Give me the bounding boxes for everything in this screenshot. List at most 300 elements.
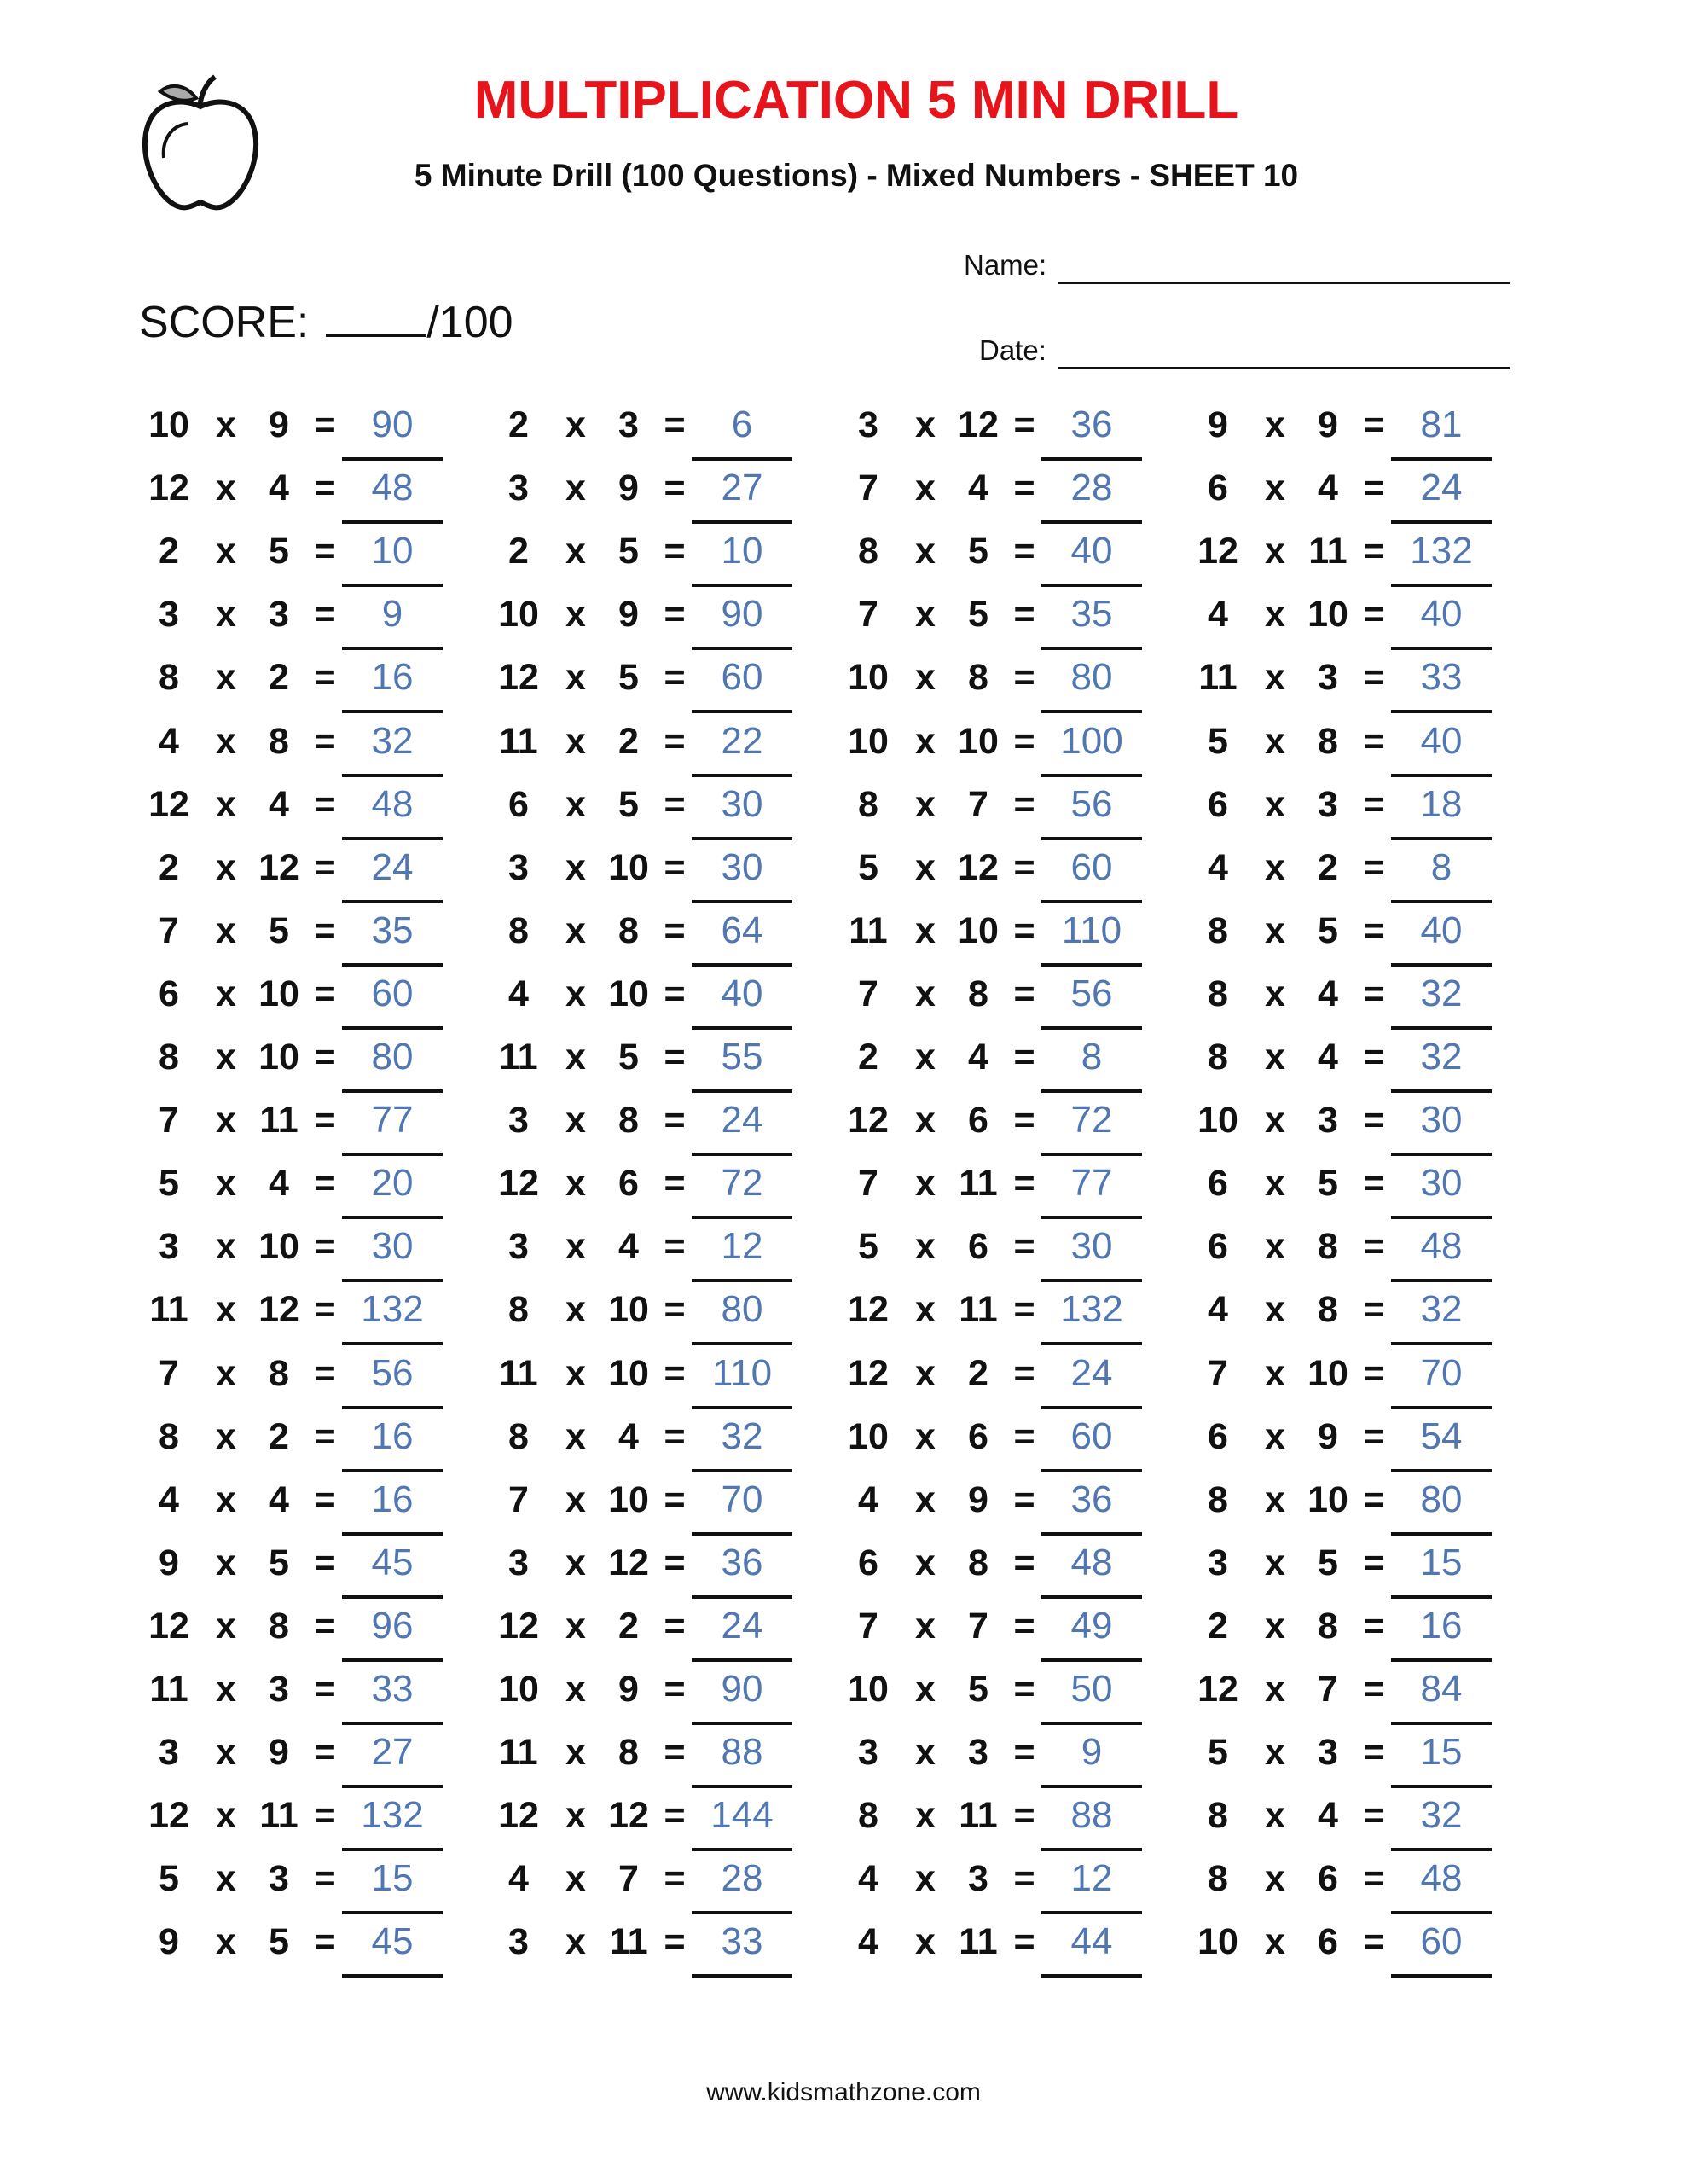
name-label: Name: bbox=[964, 249, 1047, 281]
answer[interactable]: 56 bbox=[1070, 782, 1113, 825]
times-sign: x bbox=[216, 594, 236, 636]
factor-b: 9 bbox=[1318, 1415, 1338, 1457]
factor-b: 3 bbox=[1318, 1732, 1338, 1774]
answer[interactable]: 35 bbox=[1070, 593, 1113, 636]
factor-a: 3 bbox=[508, 1542, 529, 1583]
answer[interactable]: 77 bbox=[1070, 1162, 1113, 1205]
equals-sign: = bbox=[1363, 783, 1385, 825]
factor-b: 11 bbox=[959, 1289, 998, 1331]
answer-underline bbox=[1391, 1722, 1492, 1725]
factor-b: 4 bbox=[1318, 468, 1338, 509]
answer[interactable]: 48 bbox=[371, 782, 414, 825]
factor-a: 8 bbox=[1208, 973, 1228, 1014]
equals-sign: = bbox=[664, 468, 686, 509]
answer[interactable]: 88 bbox=[721, 1731, 763, 1774]
answer[interactable]: 84 bbox=[1420, 1668, 1463, 1710]
times-sign: x bbox=[1265, 594, 1285, 636]
answer-underline bbox=[1391, 1406, 1492, 1409]
answer[interactable]: 56 bbox=[371, 1351, 414, 1394]
factor-a: 7 bbox=[858, 468, 878, 509]
answer-underline bbox=[1391, 647, 1492, 650]
times-sign: x bbox=[565, 1100, 586, 1141]
answer[interactable]: 60 bbox=[1070, 845, 1113, 888]
factor-a: 5 bbox=[858, 846, 878, 888]
equals-sign: = bbox=[314, 1478, 336, 1520]
answer[interactable]: 12 bbox=[721, 1225, 763, 1268]
answer-underline bbox=[1391, 710, 1492, 713]
answer[interactable]: 48 bbox=[1420, 1857, 1463, 1900]
answer-underline bbox=[692, 837, 792, 840]
answer[interactable]: 36 bbox=[1070, 404, 1113, 445]
answer[interactable]: 90 bbox=[371, 404, 414, 445]
factor-b: 10 bbox=[608, 846, 649, 888]
answer[interactable]: 40 bbox=[1420, 593, 1463, 636]
factor-a: 12 bbox=[148, 783, 189, 825]
page-subtitle: 5 Minute Drill (100 Questions) - Mixed Numbers - SHEET 10 bbox=[414, 158, 1299, 193]
answer[interactable]: 32 bbox=[1420, 1794, 1463, 1837]
times-sign: x bbox=[216, 1289, 236, 1331]
factor-b: 4 bbox=[968, 468, 988, 509]
answer[interactable]: 80 bbox=[371, 1036, 414, 1077]
answer-underline bbox=[1041, 710, 1142, 713]
answer[interactable]: 33 bbox=[721, 1920, 763, 1963]
times-sign: x bbox=[915, 468, 936, 509]
factor-b: 8 bbox=[269, 720, 289, 762]
answer-underline bbox=[342, 1279, 443, 1282]
answer[interactable]: 32 bbox=[371, 719, 414, 762]
factor-a: 12 bbox=[498, 657, 539, 699]
answer[interactable]: 18 bbox=[1420, 782, 1463, 825]
answer[interactable]: 10 bbox=[721, 530, 763, 572]
equals-sign: = bbox=[1363, 594, 1385, 636]
factor-b: 7 bbox=[968, 1605, 988, 1647]
answer[interactable]: 49 bbox=[1070, 1604, 1113, 1647]
times-sign: x bbox=[565, 1732, 586, 1774]
times-sign: x bbox=[1265, 1478, 1285, 1520]
factor-a: 4 bbox=[159, 1478, 179, 1520]
answer[interactable]: 32 bbox=[721, 1414, 763, 1457]
answer[interactable]: 44 bbox=[1070, 1920, 1113, 1963]
times-sign: x bbox=[565, 909, 586, 951]
factor-b: 6 bbox=[1318, 1921, 1338, 1963]
times-sign: x bbox=[915, 1163, 936, 1205]
answer[interactable]: 56 bbox=[1070, 972, 1113, 1014]
answer-underline bbox=[1391, 1026, 1492, 1030]
answer[interactable]: 50 bbox=[1070, 1668, 1113, 1710]
answer[interactable]: 88 bbox=[1070, 1794, 1113, 1837]
answer[interactable]: 15 bbox=[1420, 1731, 1463, 1774]
answer-underline bbox=[342, 1658, 443, 1662]
factor-a: 6 bbox=[1208, 783, 1228, 825]
answer[interactable]: 100 bbox=[1060, 719, 1123, 762]
factor-a: 4 bbox=[1208, 1289, 1228, 1331]
answer[interactable]: 45 bbox=[371, 1920, 414, 1963]
answer-underline bbox=[342, 1911, 443, 1914]
answer[interactable]: 30 bbox=[1420, 1099, 1463, 1141]
factor-a: 3 bbox=[159, 594, 179, 636]
answer[interactable]: 9 bbox=[381, 593, 403, 636]
factor-a: 8 bbox=[858, 1795, 878, 1837]
answer-underline bbox=[342, 1026, 443, 1030]
factor-b: 8 bbox=[618, 1100, 639, 1141]
factor-a: 3 bbox=[858, 1732, 878, 1774]
answer[interactable]: 24 bbox=[1420, 467, 1463, 509]
answer-underline bbox=[1041, 1153, 1142, 1156]
times-sign: x bbox=[565, 1037, 586, 1077]
factor-a: 4 bbox=[858, 1478, 878, 1520]
times-sign: x bbox=[565, 1352, 586, 1394]
answer-underline bbox=[1391, 774, 1492, 777]
answer-underline bbox=[342, 1722, 443, 1725]
equals-sign: = bbox=[1013, 1037, 1035, 1077]
factor-b: 10 bbox=[958, 909, 999, 951]
answer-underline bbox=[692, 710, 792, 713]
equals-sign: = bbox=[664, 1542, 686, 1583]
answer[interactable]: 27 bbox=[371, 1731, 414, 1774]
times-sign: x bbox=[1265, 1415, 1285, 1457]
equals-sign: = bbox=[1013, 1669, 1035, 1710]
footer-url: www.kidsmathzone.com bbox=[706, 2078, 981, 2106]
factor-b: 8 bbox=[618, 909, 639, 951]
factor-a: 2 bbox=[858, 1037, 878, 1077]
answer-underline bbox=[1391, 963, 1492, 967]
factor-b: 8 bbox=[269, 1352, 289, 1394]
factor-a: 5 bbox=[159, 1163, 179, 1205]
answer[interactable]: 24 bbox=[721, 1604, 763, 1647]
date-input-line[interactable] bbox=[1058, 367, 1510, 369]
equals-sign: = bbox=[1013, 846, 1035, 888]
factor-b: 5 bbox=[269, 1921, 289, 1963]
answer[interactable]: 96 bbox=[371, 1604, 414, 1647]
factor-b: 5 bbox=[269, 531, 289, 572]
factor-b: 7 bbox=[1318, 1669, 1338, 1710]
answer[interactable]: 55 bbox=[721, 1036, 763, 1077]
answer[interactable]: 24 bbox=[721, 1099, 763, 1141]
answer[interactable]: 45 bbox=[371, 1541, 414, 1583]
times-sign: x bbox=[565, 783, 586, 825]
answer-underline bbox=[1391, 584, 1492, 587]
answer[interactable]: 70 bbox=[721, 1478, 763, 1520]
times-sign: x bbox=[915, 1289, 936, 1331]
factor-a: 2 bbox=[508, 404, 529, 445]
answer[interactable]: 9 bbox=[1081, 1731, 1103, 1774]
answer[interactable]: 40 bbox=[721, 972, 763, 1014]
answer[interactable]: 80 bbox=[721, 1288, 763, 1331]
equals-sign: = bbox=[664, 1352, 686, 1394]
times-sign: x bbox=[915, 1100, 936, 1141]
factor-a: 10 bbox=[498, 594, 539, 636]
answer[interactable]: 30 bbox=[721, 845, 763, 888]
factor-b: 12 bbox=[958, 846, 999, 888]
answer[interactable]: 35 bbox=[371, 909, 414, 951]
answer[interactable]: 60 bbox=[371, 972, 414, 1014]
answer[interactable]: 6 bbox=[731, 404, 753, 445]
answer[interactable]: 72 bbox=[1070, 1099, 1113, 1141]
answer-underline bbox=[1041, 1974, 1142, 1978]
factor-a: 9 bbox=[1208, 404, 1228, 445]
answer[interactable]: 132 bbox=[1060, 1288, 1123, 1331]
answer[interactable]: 70 bbox=[1420, 1351, 1463, 1394]
equals-sign: = bbox=[314, 1795, 336, 1837]
factor-b: 4 bbox=[1318, 973, 1338, 1014]
factor-b: 3 bbox=[968, 1732, 988, 1774]
answer[interactable]: 16 bbox=[371, 1414, 414, 1457]
factor-b: 8 bbox=[1318, 1289, 1338, 1331]
answer[interactable]: 33 bbox=[371, 1668, 414, 1710]
answer-underline bbox=[692, 1848, 792, 1851]
equals-sign: = bbox=[1363, 846, 1385, 888]
factor-b: 3 bbox=[269, 594, 289, 636]
factor-a: 3 bbox=[508, 1921, 529, 1963]
times-sign: x bbox=[565, 1415, 586, 1457]
answer-underline bbox=[342, 1342, 443, 1345]
equals-sign: = bbox=[1363, 1542, 1385, 1583]
factor-a: 5 bbox=[159, 1858, 179, 1900]
equals-sign: = bbox=[314, 1289, 336, 1331]
answer[interactable]: 48 bbox=[1070, 1541, 1113, 1583]
answer[interactable]: 30 bbox=[1070, 1225, 1113, 1268]
times-sign: x bbox=[915, 657, 936, 699]
factor-b: 8 bbox=[618, 1732, 639, 1774]
equals-sign: = bbox=[664, 1289, 686, 1331]
answer-underline bbox=[342, 1532, 443, 1536]
answer[interactable]: 48 bbox=[1420, 1225, 1463, 1268]
answer[interactable]: 60 bbox=[1070, 1414, 1113, 1457]
equals-sign: = bbox=[664, 1732, 686, 1774]
answer[interactable]: 16 bbox=[371, 1478, 414, 1520]
answer[interactable]: 90 bbox=[721, 1668, 763, 1710]
factor-b: 10 bbox=[958, 720, 999, 762]
answer[interactable]: 32 bbox=[1420, 1036, 1463, 1077]
answer[interactable]: 80 bbox=[1420, 1478, 1463, 1520]
times-sign: x bbox=[216, 1100, 236, 1141]
equals-sign: = bbox=[664, 1795, 686, 1837]
factor-a: 4 bbox=[508, 973, 529, 1014]
answer[interactable]: 132 bbox=[361, 1288, 424, 1331]
factor-a: 8 bbox=[1208, 909, 1228, 951]
answer[interactable]: 20 bbox=[371, 1162, 414, 1205]
times-sign: x bbox=[565, 1858, 586, 1900]
answer-underline bbox=[1041, 837, 1142, 840]
answer-underline bbox=[1391, 457, 1492, 461]
equals-sign: = bbox=[1013, 1163, 1035, 1205]
answer[interactable]: 32 bbox=[1420, 1288, 1463, 1331]
factor-b: 6 bbox=[618, 1163, 639, 1205]
answer-underline bbox=[1041, 1722, 1142, 1725]
times-sign: x bbox=[1265, 531, 1285, 572]
factor-b: 8 bbox=[968, 1542, 988, 1583]
answer[interactable]: 54 bbox=[1420, 1414, 1463, 1457]
times-sign: x bbox=[915, 1669, 936, 1710]
times-sign: x bbox=[565, 1669, 586, 1710]
answer[interactable]: 48 bbox=[371, 467, 414, 509]
factor-b: 6 bbox=[968, 1226, 988, 1268]
answer[interactable]: 60 bbox=[1420, 1920, 1463, 1963]
equals-sign: = bbox=[1013, 404, 1035, 445]
factor-a: 10 bbox=[148, 404, 189, 445]
factor-b: 12 bbox=[258, 846, 299, 888]
score-blank[interactable] bbox=[326, 300, 426, 337]
factor-a: 8 bbox=[1208, 1858, 1228, 1900]
times-sign: x bbox=[565, 404, 586, 445]
answer[interactable]: 132 bbox=[1410, 530, 1473, 572]
factor-b: 9 bbox=[618, 594, 639, 636]
score-area bbox=[139, 297, 513, 348]
factor-a: 2 bbox=[159, 531, 179, 572]
answer-underline bbox=[1041, 520, 1142, 524]
answer[interactable]: 32 bbox=[1420, 972, 1463, 1014]
equals-sign: = bbox=[1013, 1858, 1035, 1900]
answer[interactable]: 15 bbox=[371, 1857, 414, 1900]
factor-a: 9 bbox=[159, 1542, 179, 1583]
answer-underline bbox=[1041, 1785, 1142, 1788]
equals-sign: = bbox=[1013, 909, 1035, 951]
answer[interactable]: 40 bbox=[1420, 909, 1463, 951]
answer[interactable]: 64 bbox=[721, 909, 763, 951]
equals-sign: = bbox=[314, 468, 336, 509]
equals-sign: = bbox=[314, 594, 336, 636]
answer[interactable]: 12 bbox=[1070, 1857, 1113, 1900]
answer[interactable]: 10 bbox=[371, 530, 414, 572]
answer[interactable]: 60 bbox=[721, 656, 763, 699]
times-sign: x bbox=[216, 1795, 236, 1837]
times-sign: x bbox=[915, 1858, 936, 1900]
times-sign: x bbox=[565, 1163, 586, 1205]
equals-sign: = bbox=[1013, 1415, 1035, 1457]
answer-underline bbox=[342, 1595, 443, 1599]
answer-underline bbox=[692, 1153, 792, 1156]
answer[interactable]: 15 bbox=[1420, 1541, 1463, 1583]
times-sign: x bbox=[1265, 1226, 1285, 1268]
equals-sign: = bbox=[664, 1100, 686, 1141]
times-sign: x bbox=[216, 468, 236, 509]
factor-a: 3 bbox=[1208, 1542, 1228, 1583]
times-sign: x bbox=[1265, 1605, 1285, 1647]
answer[interactable]: 80 bbox=[1070, 656, 1113, 699]
answer-underline bbox=[1041, 900, 1142, 903]
answer[interactable]: 77 bbox=[371, 1099, 414, 1141]
factor-a: 12 bbox=[498, 1163, 539, 1205]
answer[interactable]: 24 bbox=[371, 845, 414, 888]
equals-sign: = bbox=[664, 1921, 686, 1963]
factor-b: 5 bbox=[618, 1037, 639, 1077]
equals-sign: = bbox=[664, 1163, 686, 1205]
factor-b: 4 bbox=[1318, 1795, 1338, 1837]
factor-a: 2 bbox=[1208, 1605, 1228, 1647]
answer[interactable]: 132 bbox=[361, 1794, 424, 1837]
answer-underline bbox=[692, 1342, 792, 1345]
times-sign: x bbox=[216, 909, 236, 951]
answer[interactable]: 36 bbox=[1070, 1478, 1113, 1520]
date-field bbox=[979, 334, 1046, 367]
factor-a: 12 bbox=[1197, 531, 1238, 572]
factor-a: 6 bbox=[1208, 1226, 1228, 1268]
answer[interactable]: 22 bbox=[721, 719, 763, 762]
equals-sign: = bbox=[1363, 720, 1385, 762]
answer[interactable]: 33 bbox=[1420, 656, 1463, 699]
equals-sign: = bbox=[1363, 1478, 1385, 1520]
answer[interactable]: 110 bbox=[1061, 909, 1122, 951]
answer[interactable]: 81 bbox=[1420, 404, 1463, 445]
name-input-line[interactable] bbox=[1058, 282, 1510, 284]
factor-a: 7 bbox=[858, 1163, 878, 1205]
factor-a: 8 bbox=[159, 657, 179, 699]
answer[interactable]: 72 bbox=[721, 1162, 763, 1205]
answer-underline bbox=[1041, 1911, 1142, 1914]
answer[interactable]: 8 bbox=[1081, 1036, 1103, 1077]
times-sign: x bbox=[915, 909, 936, 951]
times-sign: x bbox=[915, 1732, 936, 1774]
answer[interactable]: 40 bbox=[1070, 530, 1113, 572]
answer[interactable]: 30 bbox=[721, 782, 763, 825]
answer-underline bbox=[1041, 584, 1142, 587]
times-sign: x bbox=[216, 1415, 236, 1457]
answer[interactable]: 110 bbox=[711, 1351, 773, 1394]
answer[interactable]: 28 bbox=[721, 1857, 763, 1900]
factor-b: 12 bbox=[608, 1542, 649, 1583]
factor-a: 11 bbox=[1198, 657, 1238, 699]
factor-b: 8 bbox=[1318, 1605, 1338, 1647]
factor-a: 8 bbox=[858, 531, 878, 572]
answer[interactable]: 144 bbox=[710, 1794, 774, 1837]
answer-underline bbox=[342, 1216, 443, 1219]
factor-b: 2 bbox=[618, 1605, 639, 1647]
answer[interactable]: 8 bbox=[1430, 845, 1452, 888]
equals-sign: = bbox=[1013, 1542, 1035, 1583]
answer-underline bbox=[342, 774, 443, 777]
answer[interactable]: 90 bbox=[721, 593, 763, 636]
answer-underline bbox=[342, 900, 443, 903]
factor-a: 9 bbox=[159, 1921, 179, 1963]
factor-b: 4 bbox=[1318, 1037, 1338, 1077]
factor-b: 7 bbox=[618, 1858, 639, 1900]
answer[interactable]: 40 bbox=[1420, 719, 1463, 762]
answer[interactable]: 27 bbox=[721, 467, 763, 509]
answer[interactable]: 30 bbox=[371, 1225, 414, 1268]
factor-b: 4 bbox=[269, 1478, 289, 1520]
answer-underline bbox=[1391, 1089, 1492, 1093]
score-label: SCORE: bbox=[139, 298, 310, 347]
answer-underline bbox=[1041, 1406, 1142, 1409]
times-sign: x bbox=[216, 846, 236, 888]
equals-sign: = bbox=[1363, 1669, 1385, 1710]
factor-b: 10 bbox=[608, 1352, 649, 1394]
answer[interactable]: 16 bbox=[371, 656, 414, 699]
factor-a: 8 bbox=[1208, 1037, 1228, 1077]
answer[interactable]: 36 bbox=[721, 1541, 763, 1583]
times-sign: x bbox=[565, 531, 586, 572]
times-sign: x bbox=[216, 1605, 236, 1647]
equals-sign: = bbox=[664, 1415, 686, 1457]
factor-b: 3 bbox=[1318, 657, 1338, 699]
times-sign: x bbox=[216, 1858, 236, 1900]
answer-underline bbox=[342, 1785, 443, 1788]
times-sign: x bbox=[1265, 909, 1285, 951]
answer[interactable]: 28 bbox=[1070, 467, 1113, 509]
factor-a: 8 bbox=[1208, 1478, 1228, 1520]
equals-sign: = bbox=[314, 1605, 336, 1647]
factor-b: 4 bbox=[968, 1037, 988, 1077]
answer-underline bbox=[1391, 900, 1492, 903]
answer[interactable]: 30 bbox=[1420, 1162, 1463, 1205]
equals-sign: = bbox=[1013, 1289, 1035, 1331]
answer[interactable]: 24 bbox=[1070, 1351, 1113, 1394]
factor-a: 2 bbox=[159, 846, 179, 888]
factor-a: 11 bbox=[149, 1289, 188, 1331]
answer[interactable]: 16 bbox=[1420, 1604, 1463, 1647]
factor-a: 6 bbox=[1208, 1415, 1228, 1457]
answer-underline bbox=[1041, 774, 1142, 777]
